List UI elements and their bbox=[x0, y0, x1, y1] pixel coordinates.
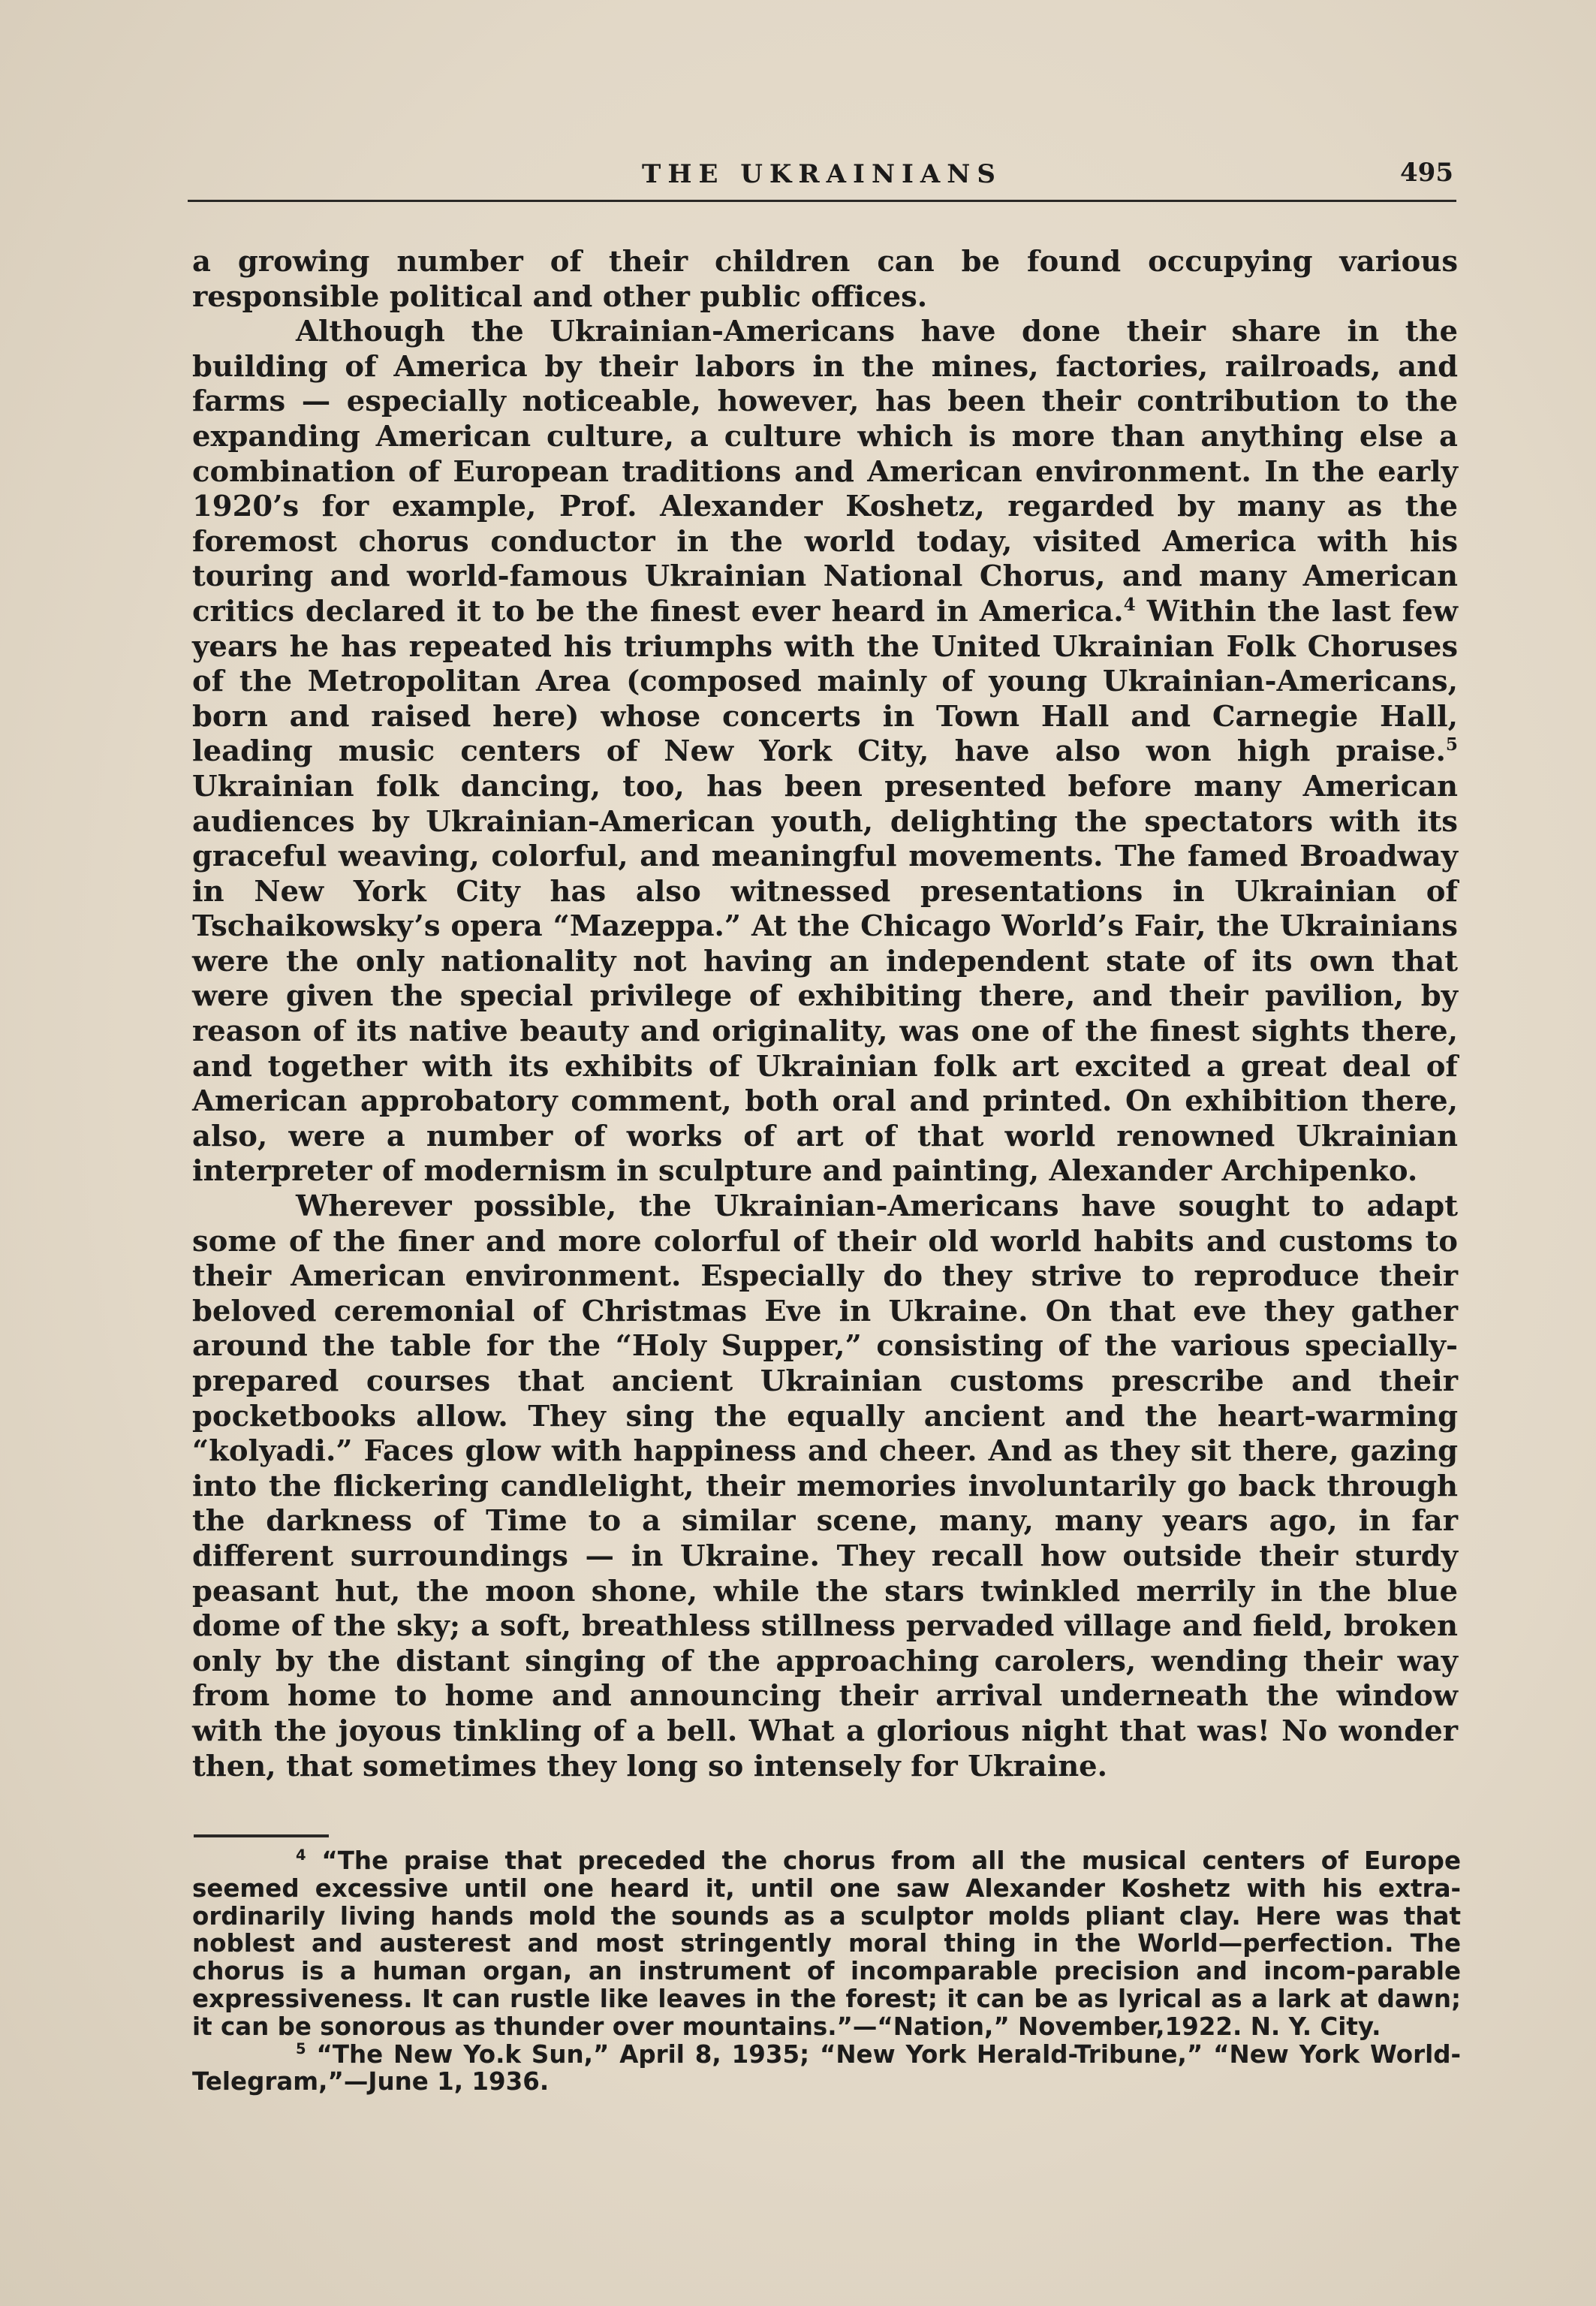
footnote bbox=[192, 2041, 1461, 2097]
footnote-marker: 5 bbox=[296, 2039, 306, 2057]
paragraph-text: Ukrainian folk dancing, too, has been presented before many American audiences by Ukrainian-American youth, delighting the spectators with its graceful weaving, colorful, and meaningful movements. The famed Broadway in New York City has also witnessed presentations in Ukrainian of Tschaikowsky’s opera “Mazeppa.” At the Chicago World’s Fair, the Ukrainians were the only nationality not having an independent state of its own that were given the special privilege of exhibiting there, and their pavilion, by reason of its native beauty and originality, was one of the finest sights there, and together with its exhibits of Ukrainian folk art excited a great deal of American approbatory comment, both oral and printed. On exhibition there, also, were a number of works of art of that world renowned Ukrainian interpreter of modernism in sculpture and painting, Alexander Archipenko. bbox=[192, 769, 1458, 1189]
footnote bbox=[192, 1847, 1461, 2041]
footnote-divider bbox=[194, 1834, 329, 1837]
footnote-text: “The New Yo.k Sun,” April 8, 1935; “New York Herald-Tribune,” “New York World-Telegram,”—June 1, 1936. bbox=[192, 2039, 1461, 2097]
footnote-reference: 5 bbox=[1445, 734, 1458, 755]
paragraph-text: a growing number of their children can be found occupying various responsible political and other public offices. bbox=[192, 245, 1458, 314]
paragraph bbox=[192, 315, 1458, 1189]
running-head: THE UKRAINIANS bbox=[642, 159, 1002, 189]
footnote-reference: 4 bbox=[1123, 595, 1136, 616]
paragraph-text: Although the Ukrainian-Americans have done their share in the building of America by their labors in the mines, factories, railroads, and farms — especially noticeable, however, has been their contribution to the expanding American culture, a culture which is more than anything else a combination of European traditions and American environment. In the early 1920’s for example, Prof. Alexander Koshetz, regarded by many as the foremost chorus conductor in the world today, visited America with his touring and world-famous Ukrainian National Chorus, and many American critics declared it to be the finest ever heard in America. bbox=[192, 315, 1458, 628]
footnote-marker: 4 bbox=[296, 1846, 306, 1864]
paragraph-text: Within the last few years he has repeated his triumphs with the United Ukrainian Folk Choruses of the Metropolitan Area (composed mainly of young Ukrainian-Americans, born and raised here) whose concerts in Town Hall and Carnegie Hall, leading music centers of New York City, have also won high praise. bbox=[192, 594, 1458, 769]
body-text bbox=[192, 245, 1458, 1784]
paragraph bbox=[192, 1189, 1458, 1784]
footnote-text: “The praise that preceded the chorus from all the musical centers of Europe seemed excessive until one heard it, until one saw Alexander Koshetz with his extra-ordinarily living hands mold the sounds as a sculptor molds pliant clay. Here was that noblest and austerest and most stringently moral thing in the World—perfection. The chorus is a human organ, an instrument of incomparable precision and incom-parable expressiveness. It can rustle like leaves in the forest; it can be as lyrical as a lark at dawn; it can be sonorous as thunder over mountains.”—“Nation,” November,1922. N. Y. City. bbox=[192, 1846, 1461, 2041]
paragraph bbox=[192, 245, 1458, 315]
page-header bbox=[188, 155, 1456, 202]
page-number: 495 bbox=[1400, 158, 1453, 188]
footnotes bbox=[192, 1847, 1461, 2096]
paragraph-text: Wherever possible, the Ukrainian-Americans have sought to adapt some of the finer and more colorful of their old world habits and customs to their American environment. Especially do they strive to reproduce their beloved ceremonial of Christmas Eve in Ukraine. On that eve they gather around the table for the “Holy Supper,” consisting of the various specially-prepared courses that ancient Ukrainian customs prescribe and their pocketbooks allow. They sing the equally ancient and the heart-warming “kolyadi.” Faces glow with happiness and cheer. And as they sit there, gazing into the flickering candlelight, their memories involuntarily go back through the darkness of Time to a similar scene, many, many years ago, in far different surroundings — in Ukraine. They recall how outside their sturdy peasant hut, the moon shone, while the stars twinkled merrily in the blue dome of the sky; a soft, breathless stillness pervaded village and field, broken only by the distant singing of the approaching carolers, wending their way from home to home and announcing their arrival underneath the window with the joyous tinkling of a bell. What a glorious night that was! No wonder then, that sometimes they long so intensely for Ukraine. bbox=[192, 1189, 1458, 1783]
